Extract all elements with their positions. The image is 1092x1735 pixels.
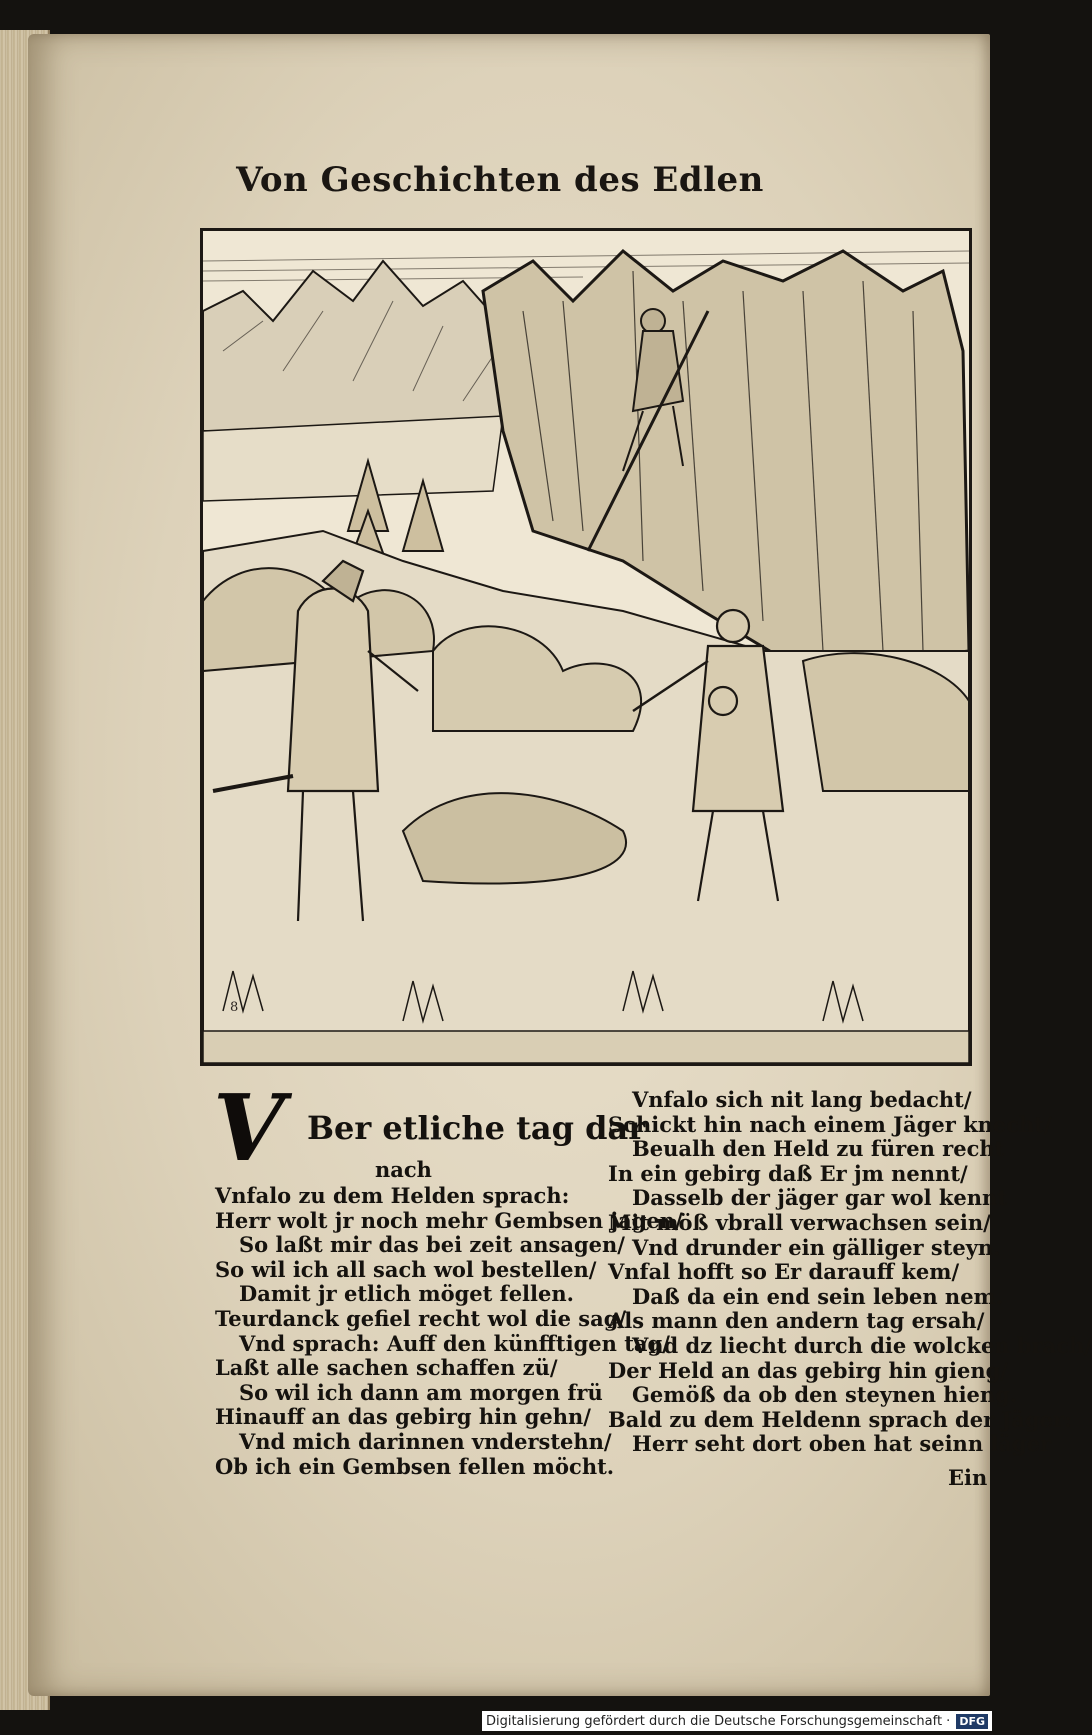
verse-line: Schickt hin nach einem Jäger knecht/	[608, 1111, 1052, 1137]
verse-line: Dasselb der jäger gar wol kennt	[632, 1185, 1008, 1211]
verse-line: Hinauff an das gebirg hin gehn/	[215, 1404, 591, 1430]
opening-line-continuation: nach	[375, 1157, 432, 1182]
digitization-credit	[482, 1711, 992, 1731]
verse-line: Damit jr etlich möget fellen.	[239, 1281, 574, 1307]
decorated-initial: V	[213, 1074, 285, 1182]
dfg-logo-icon: DFG	[956, 1714, 988, 1729]
verse-line: Vnd dz liecht durch die wolcken brach/	[632, 1332, 1092, 1358]
verse-line: Als mann den andern tag ersah/	[608, 1308, 985, 1334]
verse-line: Bald zu dem Heldenn sprach der Jäger:	[608, 1406, 1072, 1432]
opening-line-text: Ber etliche tag dar	[307, 1109, 646, 1147]
verse-column-left	[213, 1074, 683, 1479]
plate-number: 8	[230, 1000, 239, 1015]
verse-line: So wil ich all sach wol bestellen/	[215, 1256, 597, 1282]
digitization-credit-text: Digitalisierung gefördert durch die Deutsche Forschungsgemeinschaft ·	[485, 1713, 951, 1729]
verse-line: Herr seht dort oben hat seinn läger	[632, 1431, 1052, 1457]
verse-line: Vnfal hofft so Er darauff kem/	[608, 1259, 960, 1285]
verse-line: Teurdanck gefiel recht wol die sag/	[215, 1305, 627, 1331]
opening-line	[213, 1074, 646, 1184]
verse-line: Der Held an das gebirg hin gieng/	[608, 1357, 1008, 1383]
verse-line: So laßt mir das bei zeit ansagen/	[239, 1232, 625, 1258]
woodcut-drawing	[203, 231, 969, 1063]
verse-line: Daß da ein end sein leben nem.	[632, 1283, 1004, 1309]
verse-line: Vnd mich darinnen vnderstehn/	[239, 1428, 612, 1454]
verse-line: In ein gebirg daß Er jm nennt/	[608, 1160, 968, 1186]
verse-line: Vnfalo sich nit lang bedacht/	[632, 1087, 972, 1112]
verse-line: Herr wolt jr noch mehr Gembsen jagen/	[215, 1207, 683, 1233]
verse-line: So wil ich dann am morgen frü	[239, 1379, 603, 1405]
verse-line: Gemöß da ob den steynen hieng.	[632, 1382, 1018, 1408]
woodcut-illustration	[200, 228, 972, 1066]
verse-line: Beualh den Held zu füren recht	[632, 1136, 1005, 1162]
verse-line: Vnd sprach: Auff den künfftigen tag/	[239, 1330, 670, 1356]
verse-line: Vnfalo zu dem Helden sprach:	[215, 1183, 570, 1208]
verse-line: Laßt alle sachen schaffen zü/	[215, 1355, 558, 1381]
page-header: Von Geschichten des Edlen	[236, 160, 764, 200]
verse-line: Ob ich ein Gembsen fellen möcht.	[215, 1453, 615, 1479]
verse-line: Vnd drunder ein gälliger steyn.	[632, 1234, 1001, 1260]
catchword: Ein	[948, 1465, 988, 1490]
verse-line: Mit möß vbrall verwachsen sein/	[608, 1209, 991, 1235]
verse-column-right	[608, 1087, 1092, 1457]
